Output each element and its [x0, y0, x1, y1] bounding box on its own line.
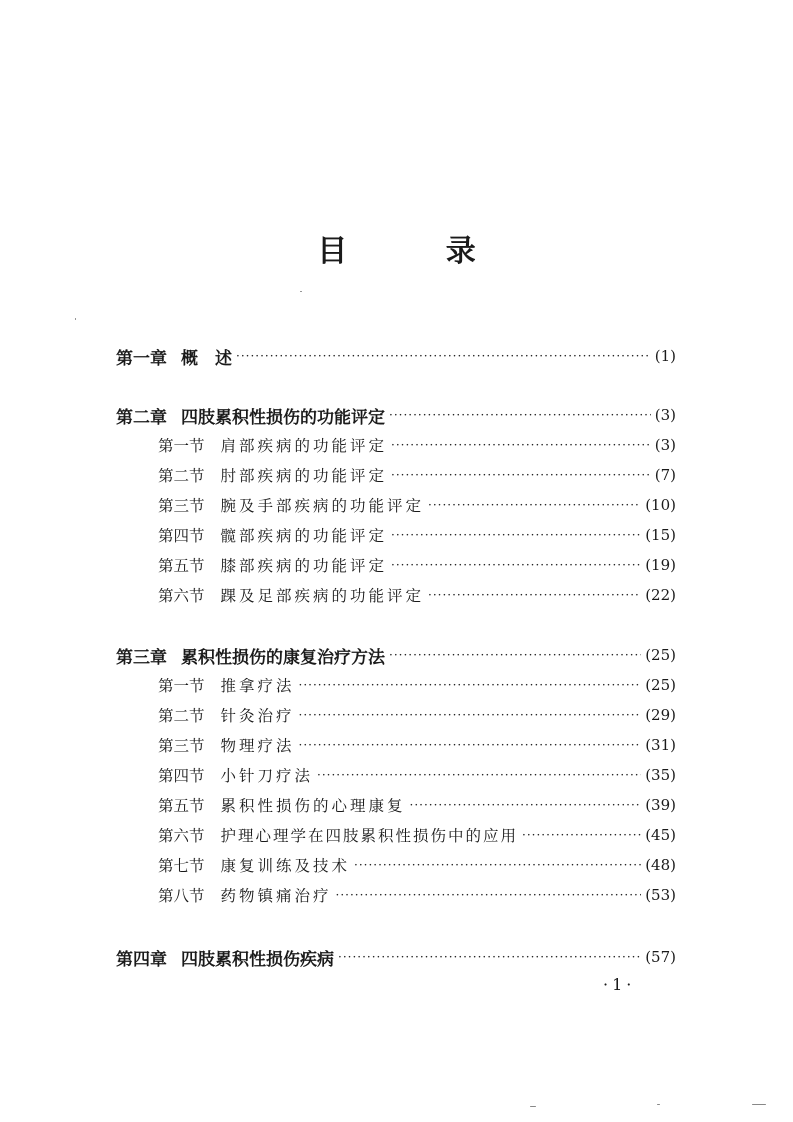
- toc-page-number: (22): [645, 586, 676, 604]
- toc-leader-dots: [236, 349, 651, 363]
- toc-number: 第六节: [158, 587, 205, 605]
- toc-number: 第五节: [158, 557, 205, 575]
- toc-page-number: (3): [654, 436, 676, 454]
- toc-page-number: (25): [645, 646, 676, 664]
- toc-page-number: (31): [645, 736, 676, 754]
- toc-title: 推拿疗法: [220, 677, 295, 695]
- toc-leader-dots: [317, 768, 641, 782]
- toc-title: 康复训练及技术: [220, 857, 351, 875]
- toc-title: 针灸治疗: [220, 707, 295, 725]
- toc-number: 第五节: [158, 797, 205, 815]
- toc-number: 第二章: [116, 407, 167, 428]
- toc-leader-dots: [428, 588, 641, 602]
- toc-number: 第三节: [158, 497, 205, 515]
- toc-leader-dots: [299, 738, 642, 752]
- toc-title: 概 述: [181, 348, 232, 369]
- scan-speck: [657, 1104, 660, 1105]
- toc-page-number: (3): [654, 406, 676, 424]
- toc-section: [158, 703, 676, 727]
- toc-title: 四肢累积性损伤疾病: [181, 949, 334, 970]
- toc-leader-dots: [428, 498, 641, 512]
- scan-speck: [530, 1106, 536, 1107]
- toc-section: [158, 523, 676, 547]
- toc-page-number: (39): [645, 796, 676, 814]
- toc-leader-dots: [336, 888, 642, 902]
- toc-leader-dots: [391, 438, 651, 452]
- toc-title: 髋部疾病的功能评定: [220, 527, 388, 545]
- toc-section: [158, 433, 676, 457]
- toc-number: 第一节: [158, 677, 205, 695]
- toc-chapter-1: [116, 344, 676, 368]
- toc-title: 四肢累积性损伤的功能评定: [181, 407, 385, 428]
- toc-page-number: (48): [645, 856, 676, 874]
- toc-number: 第八节: [158, 887, 205, 905]
- toc-leader-dots: [391, 468, 651, 482]
- toc-title: 小针刀疗法: [220, 767, 314, 785]
- toc-title: 腕及手部疾病的功能评定: [220, 497, 425, 515]
- toc-section: [158, 883, 676, 907]
- toc-leader-dots: [389, 408, 651, 422]
- toc-page-number: (1): [654, 347, 676, 365]
- toc-title: 膝部疾病的功能评定: [220, 557, 388, 575]
- toc-page-number: (57): [645, 948, 676, 966]
- scan-speck: [752, 1104, 766, 1105]
- toc-number: 第六节: [158, 827, 205, 845]
- toc-section: [158, 493, 676, 517]
- toc-number: 第三章: [116, 647, 167, 668]
- toc-title: 累积性损伤的心理康复: [220, 797, 406, 815]
- toc-leader-dots: [389, 648, 641, 662]
- scan-speck: [300, 291, 302, 292]
- toc-chapter-3: [116, 643, 676, 667]
- toc-leader-dots: [338, 950, 641, 964]
- toc-section: [158, 823, 676, 847]
- toc-leader-dots: [391, 528, 641, 542]
- toc-section: [158, 853, 676, 877]
- toc-section: [158, 463, 676, 487]
- toc-number: 第二节: [158, 707, 205, 725]
- page-title: 目 录: [317, 234, 520, 269]
- toc-page-number: (35): [645, 766, 676, 784]
- toc-title: 护理心理学在四肢累积性损伤中的应用: [220, 827, 519, 845]
- toc-number: 第一节: [158, 437, 205, 455]
- toc-page-number: (10): [645, 496, 676, 514]
- toc-section: [158, 583, 676, 607]
- toc-number: 第二节: [158, 467, 205, 485]
- page-number-footer: ·1·: [603, 975, 636, 994]
- toc-number: 第一章: [116, 348, 167, 369]
- toc-leader-dots: [299, 708, 642, 722]
- toc-leader-dots: [410, 798, 642, 812]
- toc-title: 累积性损伤的康复治疗方法: [181, 647, 385, 668]
- toc-title: 肩部疾病的功能评定: [220, 437, 388, 455]
- toc-chapter-2: [116, 403, 676, 427]
- toc-number: 第三节: [158, 737, 205, 755]
- toc-page-number: (45): [645, 826, 676, 844]
- toc-title: 物理疗法: [220, 737, 295, 755]
- toc-page-number: (25): [645, 676, 676, 694]
- toc-page-number: (19): [645, 556, 676, 574]
- toc-page-number: (53): [645, 886, 676, 904]
- toc-number: 第四章: [116, 949, 167, 970]
- toc-page-number: (29): [645, 706, 676, 724]
- toc-section: [158, 763, 676, 787]
- toc-number: 第七节: [158, 857, 205, 875]
- toc-number: 第四节: [158, 527, 205, 545]
- toc-page-number: (15): [645, 526, 676, 544]
- toc-chapter-4: [116, 945, 676, 969]
- toc-title: 肘部疾病的功能评定: [220, 467, 388, 485]
- toc-leader-dots: [299, 678, 642, 692]
- toc-title: 踝及足部疾病的功能评定: [220, 587, 425, 605]
- toc-section: [158, 553, 676, 577]
- toc-section: [158, 673, 676, 697]
- scan-speck: [75, 318, 76, 320]
- toc-section: [158, 733, 676, 757]
- toc-number: 第四节: [158, 767, 205, 785]
- toc-title: 药物镇痛治疗: [220, 887, 332, 905]
- toc-leader-dots: [391, 558, 641, 572]
- toc-leader-dots: [522, 828, 641, 842]
- toc-leader-dots: [354, 858, 641, 872]
- toc-page-number: (7): [654, 466, 676, 484]
- toc-section: [158, 793, 676, 817]
